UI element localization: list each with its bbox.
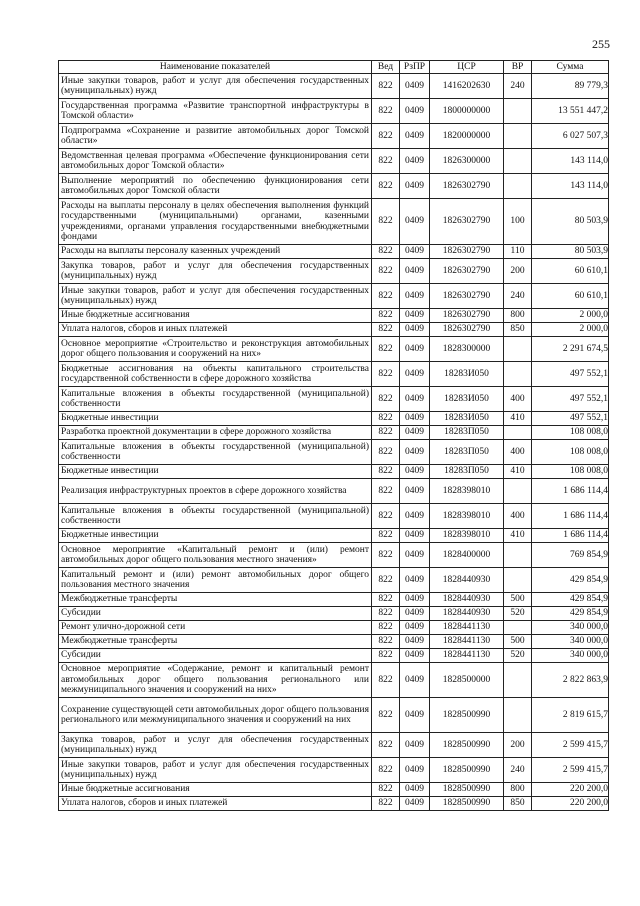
cell-name: Закупка товаров, работ и услуг для обеспечения государственных (муниципальных) нужд bbox=[59, 733, 372, 758]
cell-vr: 850 bbox=[504, 797, 532, 811]
cell-rzpr: 0409 bbox=[400, 543, 430, 568]
cell-csr: 1828500990 bbox=[430, 733, 504, 758]
cell-name: Государственная программа «Развитие транспортной инфраструктуры в Томской области» bbox=[59, 99, 372, 124]
cell-csr: 1826302790 bbox=[430, 309, 504, 323]
cell-ved: 822 bbox=[372, 284, 400, 309]
cell-rzpr: 0409 bbox=[400, 284, 430, 309]
cell-csr: 1828500990 bbox=[430, 698, 504, 733]
cell-csr: 1828500990 bbox=[430, 758, 504, 783]
cell-name: Уплата налогов, сборов и иных платежей bbox=[59, 797, 372, 811]
table-row bbox=[59, 245, 609, 259]
table-row bbox=[59, 174, 609, 199]
cell-rzpr: 0409 bbox=[400, 663, 430, 698]
cell-csr: 1826302790 bbox=[430, 199, 504, 245]
cell-vr bbox=[504, 174, 532, 199]
cell-csr: 1416202630 bbox=[430, 74, 504, 99]
cell-vr bbox=[504, 663, 532, 698]
cell-csr: 1828398010 bbox=[430, 479, 504, 504]
page-number: 255 bbox=[592, 37, 610, 51]
table-row bbox=[59, 387, 609, 412]
cell-sum: 497 552,1 bbox=[532, 412, 609, 426]
cell-csr: 1828500000 bbox=[430, 663, 504, 698]
cell-ved: 822 bbox=[372, 124, 400, 149]
cell-sum: 497 552,1 bbox=[532, 362, 609, 387]
table-row bbox=[59, 199, 609, 245]
cell-vr: 400 bbox=[504, 504, 532, 529]
cell-sum: 220 200,0 bbox=[532, 797, 609, 811]
cell-name: Основное мероприятие «Содержание, ремонт и капитальный ремонт автомобильных дорог общего пользования регионального или межмуниципального значения и сооружений на них» bbox=[59, 663, 372, 698]
cell-name: Субсидии bbox=[59, 649, 372, 663]
cell-csr: 18283И050 bbox=[430, 362, 504, 387]
cell-name: Межбюджетные трансферты bbox=[59, 593, 372, 607]
cell-vr: 200 bbox=[504, 733, 532, 758]
cell-sum: 108 008,0 bbox=[532, 440, 609, 465]
cell-ved: 822 bbox=[372, 797, 400, 811]
table-row bbox=[59, 323, 609, 337]
cell-ved: 822 bbox=[372, 465, 400, 479]
cell-ved: 822 bbox=[372, 621, 400, 635]
cell-sum: 1 686 114,4 bbox=[532, 479, 609, 504]
cell-name: Капитальные вложения в объекты государственной (муниципальной) собственности bbox=[59, 504, 372, 529]
cell-vr: 410 bbox=[504, 465, 532, 479]
cell-csr: 1820000000 bbox=[430, 124, 504, 149]
table-row bbox=[59, 440, 609, 465]
table-row bbox=[59, 479, 609, 504]
cell-sum: 1 686 114,4 bbox=[532, 529, 609, 543]
cell-vr: 800 bbox=[504, 783, 532, 797]
cell-sum: 2 599 415,7 bbox=[532, 758, 609, 783]
cell-name: Расходы на выплаты персоналу в целях обеспечения выполнения функций государственными (муниципальными) органами, казенными учреждениями, органами управления государственными внебюджетными фондами bbox=[59, 199, 372, 245]
cell-rzpr: 0409 bbox=[400, 440, 430, 465]
cell-csr: 18283П050 bbox=[430, 465, 504, 479]
table-row bbox=[59, 362, 609, 387]
table-body bbox=[59, 74, 609, 811]
cell-rzpr: 0409 bbox=[400, 783, 430, 797]
cell-rzpr: 0409 bbox=[400, 465, 430, 479]
cell-csr: 18283П050 bbox=[430, 426, 504, 440]
cell-csr: 1828440930 bbox=[430, 593, 504, 607]
cell-ved: 822 bbox=[372, 245, 400, 259]
cell-ved: 822 bbox=[372, 99, 400, 124]
cell-vr: 500 bbox=[504, 635, 532, 649]
cell-ved: 822 bbox=[372, 259, 400, 284]
cell-name: Закупка товаров, работ и услуг для обеспечения государственных (муниципальных) нужд bbox=[59, 259, 372, 284]
header-csr: ЦСР bbox=[430, 61, 504, 74]
header-rzpr: РзПР bbox=[400, 61, 430, 74]
cell-ved: 822 bbox=[372, 593, 400, 607]
cell-sum: 89 779,3 bbox=[532, 74, 609, 99]
cell-csr: 1828500990 bbox=[430, 797, 504, 811]
cell-sum: 108 008,0 bbox=[532, 465, 609, 479]
cell-name: Подпрограмма «Сохранение и развитие автомобильных дорог Томской области» bbox=[59, 124, 372, 149]
cell-ved: 822 bbox=[372, 504, 400, 529]
cell-csr: 1826300000 bbox=[430, 149, 504, 174]
cell-sum: 429 854,9 bbox=[532, 593, 609, 607]
cell-vr: 110 bbox=[504, 245, 532, 259]
cell-csr: 1828398010 bbox=[430, 529, 504, 543]
cell-csr: 1828441130 bbox=[430, 621, 504, 635]
cell-rzpr: 0409 bbox=[400, 593, 430, 607]
cell-rzpr: 0409 bbox=[400, 621, 430, 635]
cell-ved: 822 bbox=[372, 440, 400, 465]
cell-ved: 822 bbox=[372, 635, 400, 649]
cell-csr: 1828441130 bbox=[430, 649, 504, 663]
cell-sum: 2 000,0 bbox=[532, 323, 609, 337]
cell-csr: 18283И050 bbox=[430, 387, 504, 412]
cell-name: Капитальные вложения в объекты государственной (муниципальной) собственности bbox=[59, 440, 372, 465]
cell-name: Иные бюджетные ассигнования bbox=[59, 783, 372, 797]
cell-rzpr: 0409 bbox=[400, 74, 430, 99]
cell-sum: 220 200,0 bbox=[532, 783, 609, 797]
cell-vr: 240 bbox=[504, 758, 532, 783]
cell-vr: 240 bbox=[504, 284, 532, 309]
cell-name: Основное мероприятие «Строительство и реконструкция автомобильных дорог общего пользования и сооружений на них» bbox=[59, 337, 372, 362]
cell-ved: 822 bbox=[372, 783, 400, 797]
cell-name: Бюджетные инвестиции bbox=[59, 529, 372, 543]
cell-sum: 143 114,0 bbox=[532, 149, 609, 174]
cell-name: Иные закупки товаров, работ и услуг для обеспечения государственных (муниципальных) нужд bbox=[59, 74, 372, 99]
table-row bbox=[59, 124, 609, 149]
cell-vr: 100 bbox=[504, 199, 532, 245]
table-row bbox=[59, 621, 609, 635]
cell-vr: 520 bbox=[504, 649, 532, 663]
cell-csr: 1826302790 bbox=[430, 259, 504, 284]
table-row bbox=[59, 504, 609, 529]
cell-name: Бюджетные ассигнования на объекты капитального строительства государственной собственности в сфере дорожного хозяйства bbox=[59, 362, 372, 387]
table-row bbox=[59, 426, 609, 440]
cell-vr bbox=[504, 99, 532, 124]
table-row bbox=[59, 593, 609, 607]
cell-csr: 1828440930 bbox=[430, 568, 504, 593]
cell-vr: 500 bbox=[504, 593, 532, 607]
cell-name: Выполнение мероприятий по обеспечению функционирования сети автомобильных дорог Томской области bbox=[59, 174, 372, 199]
cell-sum: 429 854,9 bbox=[532, 568, 609, 593]
table-row bbox=[59, 663, 609, 698]
table-row bbox=[59, 568, 609, 593]
cell-ved: 822 bbox=[372, 309, 400, 323]
cell-name: Ремонт улично-дорожной сети bbox=[59, 621, 372, 635]
cell-csr: 1828300000 bbox=[430, 337, 504, 362]
cell-name: Капитальный ремонт и (или) ремонт автомобильных дорог общего пользования местного значения bbox=[59, 568, 372, 593]
cell-rzpr: 0409 bbox=[400, 199, 430, 245]
cell-ved: 822 bbox=[372, 323, 400, 337]
cell-csr: 1828440930 bbox=[430, 607, 504, 621]
cell-name: Иные закупки товаров, работ и услуг для обеспечения государственных (муниципальных) нужд bbox=[59, 758, 372, 783]
table-header bbox=[59, 61, 609, 74]
cell-sum: 429 854,9 bbox=[532, 607, 609, 621]
cell-vr bbox=[504, 698, 532, 733]
cell-ved: 822 bbox=[372, 149, 400, 174]
budget-table bbox=[58, 60, 609, 811]
cell-sum: 6 027 507,3 bbox=[532, 124, 609, 149]
cell-ved: 822 bbox=[372, 387, 400, 412]
cell-csr: 1828400000 bbox=[430, 543, 504, 568]
cell-rzpr: 0409 bbox=[400, 698, 430, 733]
table-row bbox=[59, 543, 609, 568]
cell-csr: 1828441130 bbox=[430, 635, 504, 649]
cell-sum: 2 291 674,5 bbox=[532, 337, 609, 362]
cell-rzpr: 0409 bbox=[400, 504, 430, 529]
cell-csr: 18283И050 bbox=[430, 412, 504, 426]
table-row bbox=[59, 783, 609, 797]
cell-sum: 1 686 114,4 bbox=[532, 504, 609, 529]
cell-rzpr: 0409 bbox=[400, 362, 430, 387]
cell-rzpr: 0409 bbox=[400, 479, 430, 504]
cell-vr bbox=[504, 362, 532, 387]
cell-rzpr: 0409 bbox=[400, 174, 430, 199]
header-vr: ВР bbox=[504, 61, 532, 74]
cell-ved: 822 bbox=[372, 529, 400, 543]
table-row bbox=[59, 758, 609, 783]
cell-rzpr: 0409 bbox=[400, 635, 430, 649]
cell-ved: 822 bbox=[372, 568, 400, 593]
cell-vr bbox=[504, 124, 532, 149]
cell-name: Сохранение существующей сети автомобильных дорог общего пользования регионального или межмуниципального значения и сооружений на них bbox=[59, 698, 372, 733]
cell-ved: 822 bbox=[372, 543, 400, 568]
cell-name: Уплата налогов, сборов и иных платежей bbox=[59, 323, 372, 337]
cell-vr: 410 bbox=[504, 529, 532, 543]
cell-sum: 497 552,1 bbox=[532, 387, 609, 412]
cell-rzpr: 0409 bbox=[400, 733, 430, 758]
table-row bbox=[59, 74, 609, 99]
cell-vr bbox=[504, 426, 532, 440]
table-row bbox=[59, 465, 609, 479]
cell-csr: 1800000000 bbox=[430, 99, 504, 124]
cell-name: Реализация инфраструктурных проектов в сфере дорожного хозяйства bbox=[59, 479, 372, 504]
cell-vr: 200 bbox=[504, 259, 532, 284]
table-row bbox=[59, 259, 609, 284]
cell-name: Расходы на выплаты персоналу казенных учреждений bbox=[59, 245, 372, 259]
cell-rzpr: 0409 bbox=[400, 568, 430, 593]
cell-sum: 2 599 415,7 bbox=[532, 733, 609, 758]
cell-ved: 822 bbox=[372, 174, 400, 199]
cell-sum: 60 610,1 bbox=[532, 259, 609, 284]
cell-name: Иные бюджетные ассигнования bbox=[59, 309, 372, 323]
cell-sum: 60 610,1 bbox=[532, 284, 609, 309]
table-row bbox=[59, 797, 609, 811]
cell-rzpr: 0409 bbox=[400, 124, 430, 149]
cell-vr bbox=[504, 479, 532, 504]
table-row bbox=[59, 733, 609, 758]
cell-vr bbox=[504, 543, 532, 568]
cell-rzpr: 0409 bbox=[400, 245, 430, 259]
cell-ved: 822 bbox=[372, 199, 400, 245]
cell-rzpr: 0409 bbox=[400, 426, 430, 440]
cell-rzpr: 0409 bbox=[400, 758, 430, 783]
cell-rzpr: 0409 bbox=[400, 797, 430, 811]
cell-rzpr: 0409 bbox=[400, 649, 430, 663]
header-name: Наименование показателей bbox=[59, 61, 372, 74]
cell-ved: 822 bbox=[372, 663, 400, 698]
cell-vr bbox=[504, 621, 532, 635]
cell-sum: 108 008,0 bbox=[532, 426, 609, 440]
cell-rzpr: 0409 bbox=[400, 337, 430, 362]
cell-ved: 822 bbox=[372, 698, 400, 733]
cell-vr: 410 bbox=[504, 412, 532, 426]
table-row bbox=[59, 698, 609, 733]
table-row bbox=[59, 412, 609, 426]
cell-sum: 2 822 863,9 bbox=[532, 663, 609, 698]
cell-ved: 822 bbox=[372, 733, 400, 758]
cell-csr: 1828398010 bbox=[430, 504, 504, 529]
table-row bbox=[59, 649, 609, 663]
table-row bbox=[59, 607, 609, 621]
cell-name: Разработка проектной документации в сфере дорожного хозяйства bbox=[59, 426, 372, 440]
cell-rzpr: 0409 bbox=[400, 412, 430, 426]
cell-vr: 400 bbox=[504, 440, 532, 465]
cell-rzpr: 0409 bbox=[400, 259, 430, 284]
cell-csr: 1826302790 bbox=[430, 245, 504, 259]
cell-sum: 13 551 447,2 bbox=[532, 99, 609, 124]
cell-ved: 822 bbox=[372, 607, 400, 621]
header-sum: Сумма bbox=[532, 61, 609, 74]
cell-csr: 18283П050 bbox=[430, 440, 504, 465]
cell-ved: 822 bbox=[372, 362, 400, 387]
cell-name: Ведомственная целевая программа «Обеспечение функционирования сети автомобильных дорог Томской области» bbox=[59, 149, 372, 174]
cell-vr: 240 bbox=[504, 74, 532, 99]
cell-ved: 822 bbox=[372, 337, 400, 362]
cell-sum: 80 503,9 bbox=[532, 245, 609, 259]
cell-rzpr: 0409 bbox=[400, 323, 430, 337]
cell-rzpr: 0409 bbox=[400, 607, 430, 621]
cell-ved: 822 bbox=[372, 758, 400, 783]
cell-rzpr: 0409 bbox=[400, 529, 430, 543]
cell-csr: 1826302790 bbox=[430, 323, 504, 337]
cell-vr: 520 bbox=[504, 607, 532, 621]
cell-name: Иные закупки товаров, работ и услуг для обеспечения государственных (муниципальных) нужд bbox=[59, 284, 372, 309]
cell-ved: 822 bbox=[372, 426, 400, 440]
cell-vr: 800 bbox=[504, 309, 532, 323]
cell-rzpr: 0409 bbox=[400, 99, 430, 124]
cell-csr: 1826302790 bbox=[430, 174, 504, 199]
cell-ved: 822 bbox=[372, 412, 400, 426]
table-row bbox=[59, 149, 609, 174]
cell-ved: 822 bbox=[372, 479, 400, 504]
cell-vr: 400 bbox=[504, 387, 532, 412]
cell-name: Бюджетные инвестиции bbox=[59, 412, 372, 426]
cell-sum: 2 819 615,7 bbox=[532, 698, 609, 733]
cell-sum: 769 854,9 bbox=[532, 543, 609, 568]
cell-ved: 822 bbox=[372, 649, 400, 663]
cell-name: Капитальные вложения в объекты государственной (муниципальной) собственности bbox=[59, 387, 372, 412]
cell-vr bbox=[504, 149, 532, 174]
cell-ved: 822 bbox=[372, 74, 400, 99]
cell-rzpr: 0409 bbox=[400, 149, 430, 174]
cell-vr: 850 bbox=[504, 323, 532, 337]
table-row bbox=[59, 284, 609, 309]
cell-name: Бюджетные инвестиции bbox=[59, 465, 372, 479]
cell-sum: 2 000,0 bbox=[532, 309, 609, 323]
table-row bbox=[59, 309, 609, 323]
cell-sum: 340 000,0 bbox=[532, 621, 609, 635]
cell-sum: 80 503,9 bbox=[532, 199, 609, 245]
cell-vr bbox=[504, 568, 532, 593]
cell-rzpr: 0409 bbox=[400, 309, 430, 323]
cell-name: Основное мероприятие «Капитальный ремонт и (или) ремонт автомобильных дорог общего пользования местного значения» bbox=[59, 543, 372, 568]
table-row bbox=[59, 337, 609, 362]
cell-rzpr: 0409 bbox=[400, 387, 430, 412]
cell-csr: 1826302790 bbox=[430, 284, 504, 309]
cell-sum: 340 000,0 bbox=[532, 649, 609, 663]
cell-name: Межбюджетные трансферты bbox=[59, 635, 372, 649]
header-ved: Вед bbox=[372, 61, 400, 74]
cell-sum: 143 114,0 bbox=[532, 174, 609, 199]
table-row bbox=[59, 99, 609, 124]
cell-vr bbox=[504, 337, 532, 362]
table-row bbox=[59, 529, 609, 543]
table-row bbox=[59, 635, 609, 649]
cell-sum: 340 000,0 bbox=[532, 635, 609, 649]
cell-name: Субсидии bbox=[59, 607, 372, 621]
cell-csr: 1828500990 bbox=[430, 783, 504, 797]
